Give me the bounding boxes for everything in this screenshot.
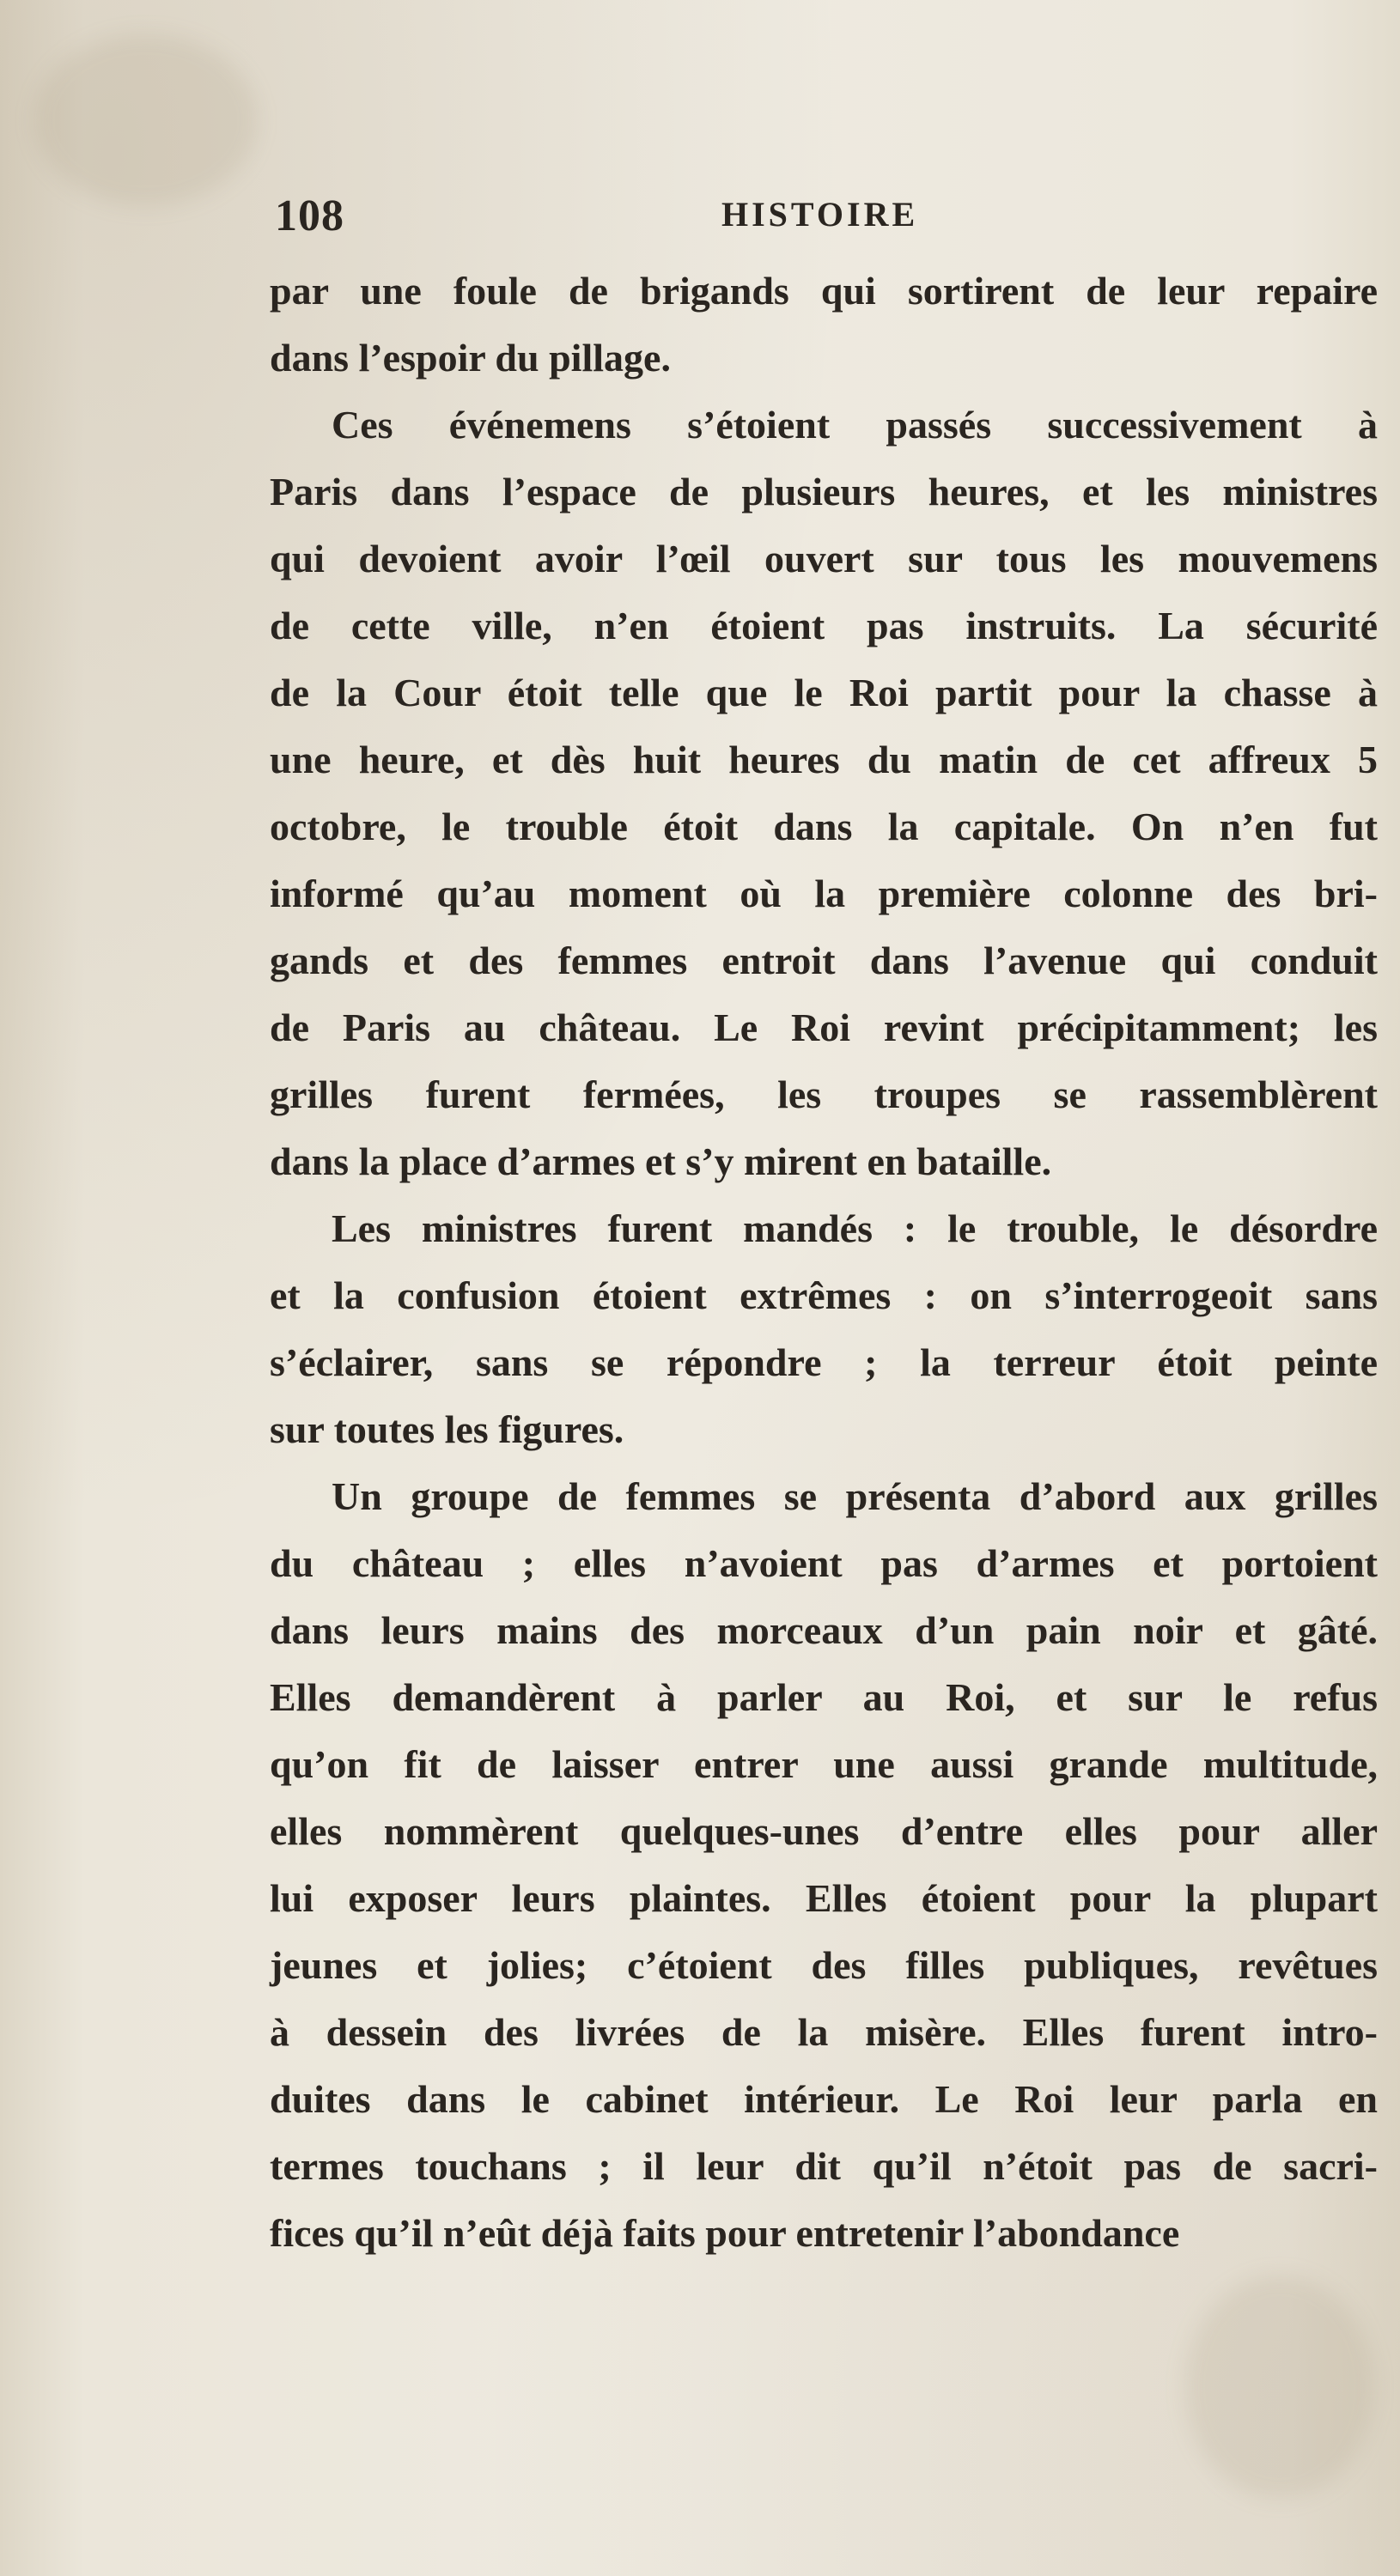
text-line: du château ; elles n’avoient pas d’armes et portoient (270, 1541, 1378, 1585)
text-line: à dessein des livrées de la misère. Elles furent intro- (270, 2010, 1378, 2054)
text-line: termes touchans ; il leur dit qu’il n’étoit pas de sacri- (270, 2144, 1378, 2188)
paragraph (270, 1463, 1378, 2267)
text-line: Un groupe de femmes se présenta d’abord aux grilles (332, 1474, 1378, 1518)
text-line: duites dans le cabinet intérieur. Le Roi leur parla en (270, 2077, 1378, 2121)
text-line: s’éclairer, sans se répondre ; la terreur étoit peinte (270, 1340, 1378, 1384)
paragraph (270, 1195, 1378, 1463)
text-line: dans l’espoir du pillage. (270, 336, 671, 380)
text-line: dans leurs mains des morceaux d’un pain noir et gâté. (270, 1608, 1378, 1652)
paper-stain (1185, 2275, 1374, 2499)
page-header (275, 191, 1374, 251)
text-line: et la confusion étoient extrêmes : on s’interrogeoit sans (270, 1273, 1378, 1317)
text-line: sur toutes les figures. (270, 1407, 624, 1451)
text-line: qu’on fit de laisser entrer une aussi grande multitude, (270, 1742, 1378, 1786)
text-line: elles nommèrent quelques-unes d’entre elles pour aller (270, 1809, 1378, 1853)
paragraph (270, 392, 1378, 1195)
body-text (270, 258, 1378, 2267)
text-line: Ces événemens s’étoient passés successivement à (332, 403, 1378, 447)
text-line: par une foule de brigands qui sortirent de leur repaire (270, 269, 1378, 313)
text-line: grilles furent fermées, les troupes se rassemblèrent (270, 1072, 1378, 1116)
text-line: fices qu’il n’eût déjà faits pour entretenir l’abondance (270, 2211, 1180, 2255)
text-line: de Paris au château. Le Roi revint précipitamment; les (270, 1005, 1378, 1049)
paragraph (270, 258, 1378, 392)
page-number: 108 (275, 191, 344, 240)
text-line: de cette ville, n’en étoient pas instruits. La sécurité (270, 604, 1378, 647)
paper-stain (34, 34, 258, 206)
text-line: gands et des femmes entroit dans l’avenue qui conduit (270, 939, 1378, 982)
text-line: informé qu’au moment où la première colonne des bri- (270, 872, 1378, 915)
text-line: Elles demandèrent à parler au Roi, et sur le refus (270, 1675, 1378, 1719)
running-title: HISTOIRE (721, 195, 919, 234)
text-line: qui devoient avoir l’œil ouvert sur tous les mouvemens (270, 537, 1378, 580)
text-line: octobre, le trouble étoit dans la capitale. On n’en fut (270, 805, 1378, 848)
text-line: dans la place d’armes et s’y mirent en bataille. (270, 1139, 1052, 1183)
text-line: jeunes et jolies; c’étoient des filles publiques, revêtues (270, 1943, 1378, 1987)
text-line: Les ministres furent mandés : le trouble, le désordre (332, 1206, 1378, 1250)
text-line: de la Cour étoit telle que le Roi partit pour la chasse à (270, 671, 1378, 714)
text-line: lui exposer leurs plaintes. Elles étoient pour la plupart (270, 1876, 1378, 1920)
text-line: une heure, et dès huit heures du matin de cet affreux 5 (270, 738, 1378, 781)
text-line: Paris dans l’espace de plusieurs heures, et les ministres (270, 470, 1378, 513)
